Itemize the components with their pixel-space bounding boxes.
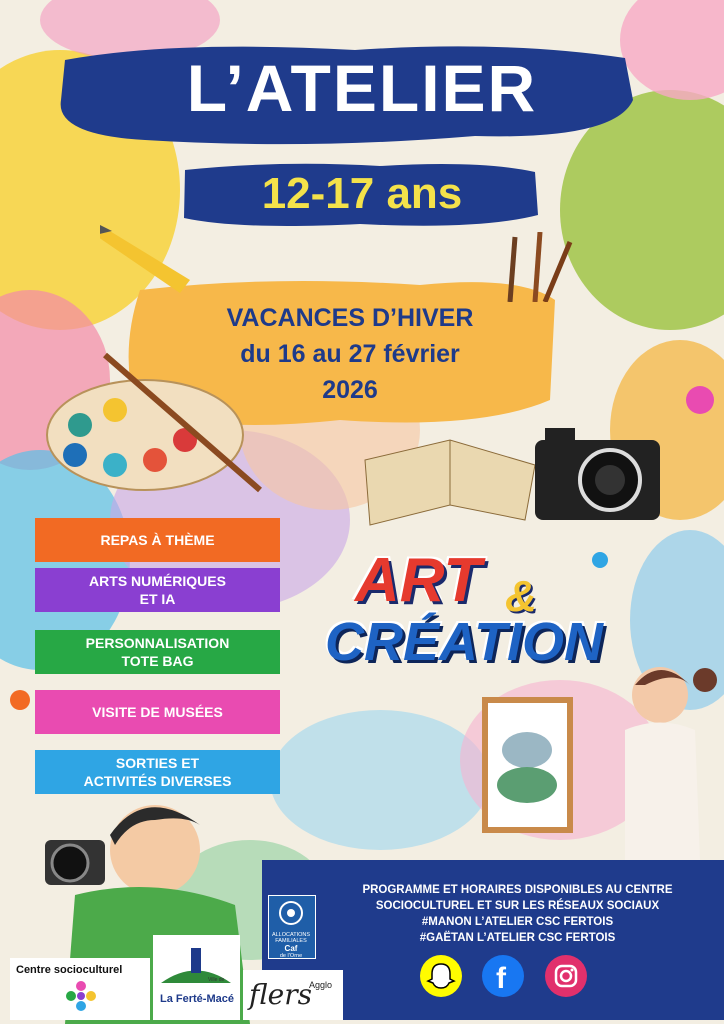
dates-line-2: du 16 au 27 février — [240, 340, 460, 368]
camera-icon — [530, 420, 665, 525]
dates-line-1: VACANCES D’HIVER — [226, 304, 474, 332]
activity-arts-numeriques: ARTS NUMÉRIQUES ET IA — [35, 568, 280, 612]
painter-girl-illustration — [475, 660, 724, 860]
svg-text:f: f — [496, 962, 506, 995]
flower-logo-icon — [65, 980, 97, 1012]
activity-sorties: SORTIES ET ACTIVITÉS DIVERSES — [35, 750, 280, 794]
facebook-icon[interactable] — [482, 955, 524, 997]
activity-musees: VISITE DE MUSÉES — [35, 690, 280, 734]
paintbrushes-icon — [500, 232, 590, 302]
flers-agglo-logo: flers Agglo — [243, 970, 343, 1020]
pencil-icon — [100, 225, 200, 295]
art-logo-word: ART — [355, 546, 482, 615]
instagram-icon[interactable] — [545, 955, 587, 997]
la-ferte-mace-label: La Ferté-Macé — [160, 993, 234, 1005]
snapchat-icon[interactable] — [420, 955, 462, 997]
centre-socioculturel-logo: Centre socioculturel — [10, 958, 150, 1020]
activity-repas: REPAS À THÈME — [35, 518, 280, 562]
creation-logo-word: CRÉATION — [325, 612, 603, 672]
age-range: 12-17 ans — [261, 169, 463, 218]
la-ferte-mace-logo: Ville de La Ferté-Macé — [153, 935, 240, 1020]
page-title: L’ATELIER — [186, 51, 538, 125]
sketchbook-icon — [360, 420, 540, 530]
paint-palette-icon — [45, 350, 265, 495]
art-logo-ampersand: & — [505, 572, 537, 621]
dates-line-3: 2026 — [322, 376, 378, 404]
activity-tote-bag: PERSONNALISATION TOTE BAG — [35, 630, 280, 674]
caf-label: ALLOCATIONS FAMILIALES Caf de l’Orne — [271, 932, 311, 959]
info-text: PROGRAMME ET HORAIRES DISPONIBLES AU CENTRE SOCIOCULTUREL ET SUR LES RÉSEAUX SOCIAUX #MANON L’ATELIER CSC FERTOIS #GAËTAN L’ATELIER CSC FERTOIS — [362, 884, 673, 944]
caf-emblem-icon — [278, 900, 304, 926]
